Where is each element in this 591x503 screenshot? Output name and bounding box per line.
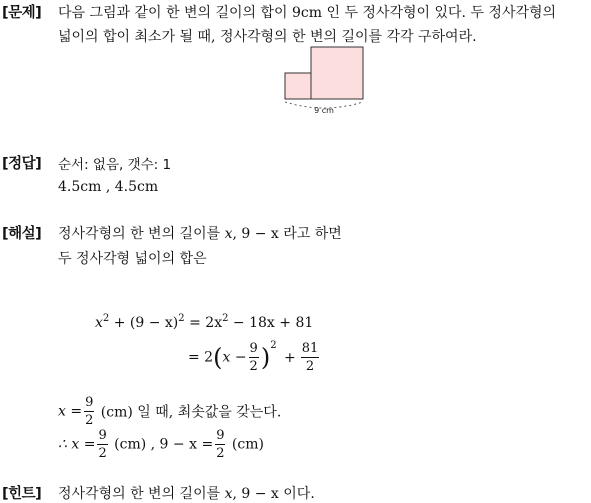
hint-pre: 정사각형의 한 변의 길이를 [58, 486, 225, 502]
problem-text-line2: 넓이의 합이 최소가 될 때, 정사각형의 한 변의 길이를 각각 구하여라. [58, 29, 477, 45]
res1-post: (cm) 일 때, 최솟값을 갖는다. [96, 404, 282, 421]
eq2-inner: x − [222, 349, 247, 366]
explanation-line1-post: 라고 하면 [278, 226, 342, 242]
explanation-line1 [58, 223, 342, 243]
eq1-lhs-b: + (9 − x) [109, 315, 179, 331]
two-squares-figure [280, 44, 380, 118]
var-x: x [224, 226, 233, 242]
explanation-section [0, 222, 591, 462]
answer-tag: [정답] [2, 156, 42, 172]
small-square [285, 73, 311, 99]
hint-section [0, 482, 591, 501]
res2-frac2 [215, 429, 225, 460]
eq2-den2: 2 [305, 359, 315, 374]
hint-line [58, 483, 315, 503]
equation-line2 [188, 339, 321, 374]
hint-expr: 9 − x [241, 486, 279, 502]
res1-num: 9 [85, 395, 94, 410]
res2-frac [97, 429, 107, 460]
answer-line2: 4.5cm , 4.5cm [58, 179, 159, 195]
eq1-exp3: 2 [222, 313, 229, 324]
explanation-line1-pre: 정사각형의 한 변의 길이를 [58, 226, 225, 242]
res2-den2: 2 [216, 446, 225, 461]
eq2-num2: 81 [301, 341, 319, 356]
result-line2 [58, 429, 264, 460]
eq2-num: 9 [249, 341, 258, 356]
eq2-exp: 2 [270, 339, 277, 351]
result-line1 [58, 396, 281, 427]
res2-num: 9 [98, 428, 107, 443]
comma: , [232, 226, 242, 242]
res2-post: (cm) [227, 436, 264, 453]
problem-text-line1: 다음 그림과 같이 한 변의 길이의 합이 9cm 인 두 정사각형이 있다. 두 정사각형의 [58, 5, 557, 21]
hint-tag: [힌트] [2, 486, 42, 502]
eq2-frac [249, 342, 259, 373]
expr-9-minus-x: 9 − x [241, 226, 279, 242]
eq1-rhs-tail: − 18x + 81 [228, 315, 314, 331]
eq2-frac2 [301, 342, 320, 373]
res2-mid: (cm) , 9 − x = [109, 436, 214, 453]
res1-frac [84, 396, 94, 427]
eq2-paren-close: ) [260, 343, 271, 372]
hint-comma: , [232, 486, 242, 502]
eq2-den: 2 [249, 359, 258, 374]
res2-pre: ∴ x = [58, 436, 96, 453]
eq2-eq: = 2 [188, 349, 214, 366]
res2-num2: 9 [216, 428, 225, 443]
eq1-exp2: 2 [178, 313, 185, 324]
eq2-paren-open: ( [213, 343, 223, 372]
dimension-label: 9 cm [314, 106, 334, 115]
answer-line1: 순서: 없음, 갯수: 1 [58, 157, 172, 173]
problem-section [0, 0, 591, 120]
eq1-x: x [95, 315, 103, 331]
large-square [311, 47, 363, 99]
res1-pre: x = [58, 403, 83, 420]
hint-post: 이다. [278, 486, 315, 502]
eq2-plus: + [284, 349, 296, 366]
eq1-exp1: 2 [102, 313, 110, 324]
eq1-rhs: = 2x [184, 315, 223, 331]
explanation-line2: 두 정사각형 넓이의 합은 [58, 251, 207, 267]
equation-line1 [95, 315, 313, 331]
answer-section [0, 152, 591, 202]
res2-den: 2 [98, 446, 107, 461]
problem-tag: [문제] [2, 5, 42, 21]
explanation-tag: [해설] [2, 226, 42, 242]
hint-var-x: x [224, 486, 233, 502]
res1-den: 2 [85, 413, 94, 428]
